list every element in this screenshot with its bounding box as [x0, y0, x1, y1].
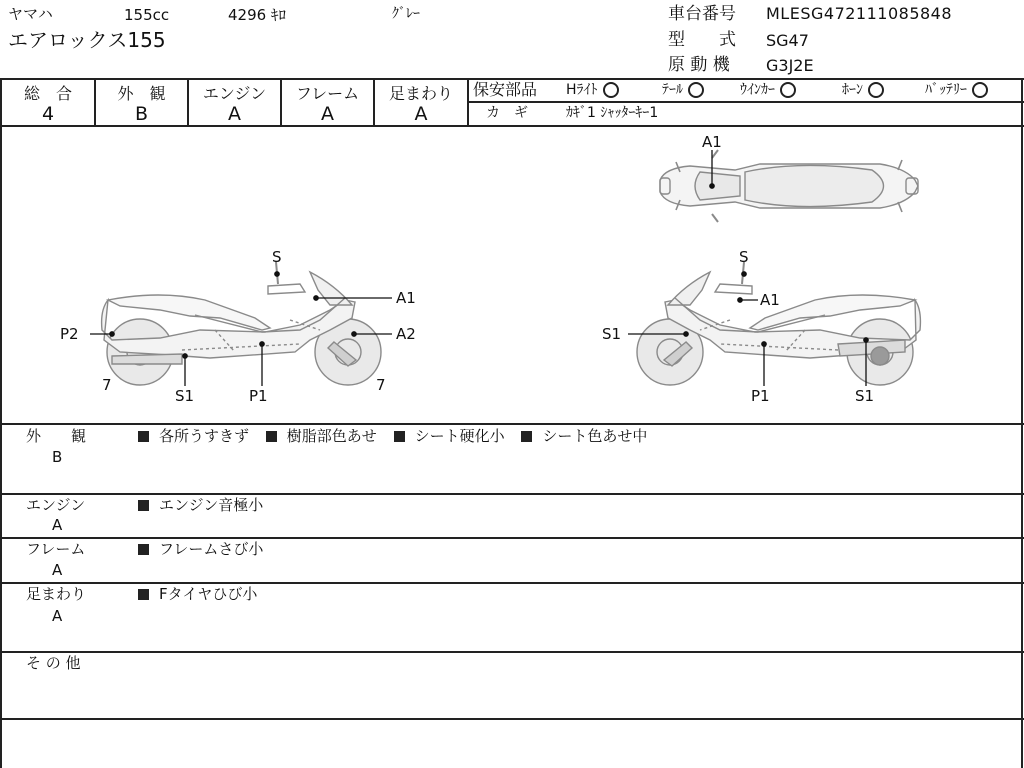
scooter-left-view-icon	[102, 262, 381, 385]
note-engine-items	[138, 498, 275, 513]
label-left-a2: A2	[396, 325, 416, 343]
label-left-s1: S1	[175, 387, 195, 405]
frame-no-label: 車台番号	[668, 4, 736, 24]
safety-item-horn: ﾎｰﾝ	[842, 82, 884, 98]
note-engine-item: エンジン音極小	[138, 496, 263, 514]
label-left-7a: 7	[102, 376, 112, 394]
note-suspension-grade: A	[52, 607, 63, 625]
label-left-p1: P1	[249, 387, 268, 405]
note-suspension-items	[138, 587, 269, 602]
label-right-a1: A1	[760, 291, 780, 309]
note-frame-grade: A	[52, 561, 63, 579]
label-top-a1: A1	[702, 133, 722, 151]
label-right-p1: P1	[751, 387, 770, 405]
note-frame-items	[138, 542, 275, 557]
grade-frame-value: A	[321, 103, 334, 125]
safety-item-winker: ｳｲﾝｶｰ	[740, 82, 796, 98]
grade-overall-value: 4	[41, 103, 55, 125]
grade-suspension-label: 足まわり	[388, 84, 453, 103]
bullet-square-icon	[138, 544, 149, 555]
mileage: 4296 ｷﾛ	[228, 6, 286, 24]
grade-overall-label: 総 合	[23, 84, 72, 103]
label-left-p2: P2	[60, 325, 79, 343]
note-engine-label: エンジン	[26, 496, 86, 514]
circle-mark-icon	[688, 82, 704, 98]
safety-item-tail: ﾃｰﾙ	[662, 82, 704, 98]
note-suspension-label: 足まわり	[26, 585, 87, 603]
keys-label: カ ギ	[486, 105, 528, 121]
label-right-s: S	[739, 248, 749, 266]
note-other-label: そ の 他	[26, 654, 81, 672]
safety-item-headlight: Hﾗｲﾄ	[566, 82, 619, 98]
frame-no: MLESG472111085848	[766, 4, 953, 23]
grade-exterior-value: B	[134, 103, 149, 125]
label-left-a1: A1	[396, 289, 416, 307]
condition-diagram	[0, 127, 1020, 423]
grade-engine-label: エンジン	[202, 84, 267, 103]
bullet-square-icon	[138, 589, 149, 600]
note-exterior-items	[138, 429, 659, 444]
note-exterior-item: シート色あせ中	[521, 427, 647, 445]
note-engine-grade: A	[52, 516, 63, 534]
note-frame-label: フレーム	[26, 540, 86, 558]
note-exterior-item: 各所うすきず	[138, 427, 249, 445]
grade-exterior-label: 外 観	[117, 84, 166, 103]
engine-value: G3J2E	[766, 56, 814, 75]
model-name: エアロックス155	[8, 28, 166, 52]
engine-label: 原 動 機	[668, 55, 730, 75]
circle-mark-icon	[780, 82, 796, 98]
bullet-square-icon	[266, 431, 277, 442]
color: ｸﾞﾚｰ	[392, 6, 420, 22]
displacement: 155cc	[124, 6, 170, 24]
type-value: SG47	[766, 31, 809, 50]
label-left-7b: 7	[376, 376, 386, 394]
safety-label: 保安部品	[473, 80, 538, 99]
grade-engine-value: A	[228, 103, 241, 125]
scooter-right-view-icon	[637, 262, 920, 385]
note-exterior-label: 外 観	[26, 427, 87, 445]
safety-item-battery: ﾊﾞｯﾃﾘｰ	[925, 82, 988, 98]
grade-frame-label: フレーム	[295, 84, 360, 103]
bullet-square-icon	[138, 431, 149, 442]
circle-mark-icon	[868, 82, 884, 98]
keys-value: ｶｷﾞ1 ｼｬｯﾀｰｷｰ1	[566, 105, 659, 121]
bullet-square-icon	[394, 431, 405, 442]
circle-mark-icon	[603, 82, 619, 98]
label-right-s1b: S1	[855, 387, 875, 405]
note-exterior-grade: B	[52, 448, 63, 466]
note-suspension-item: Fタイヤひび小	[138, 585, 257, 603]
type-label: 型 式	[668, 30, 736, 50]
bullet-square-icon	[521, 431, 532, 442]
maker: ヤマハ	[8, 5, 53, 23]
note-exterior-item: 樹脂部色あせ	[266, 427, 377, 445]
circle-mark-icon	[972, 82, 988, 98]
bullet-square-icon	[138, 500, 149, 511]
note-frame-item: フレームさび小	[138, 540, 263, 558]
label-left-s: S	[272, 248, 282, 266]
scooter-top-view-icon	[660, 150, 918, 222]
label-right-s1a: S1	[602, 325, 622, 343]
note-exterior-item: シート硬化小	[394, 427, 505, 445]
grade-suspension-value: A	[414, 103, 428, 125]
